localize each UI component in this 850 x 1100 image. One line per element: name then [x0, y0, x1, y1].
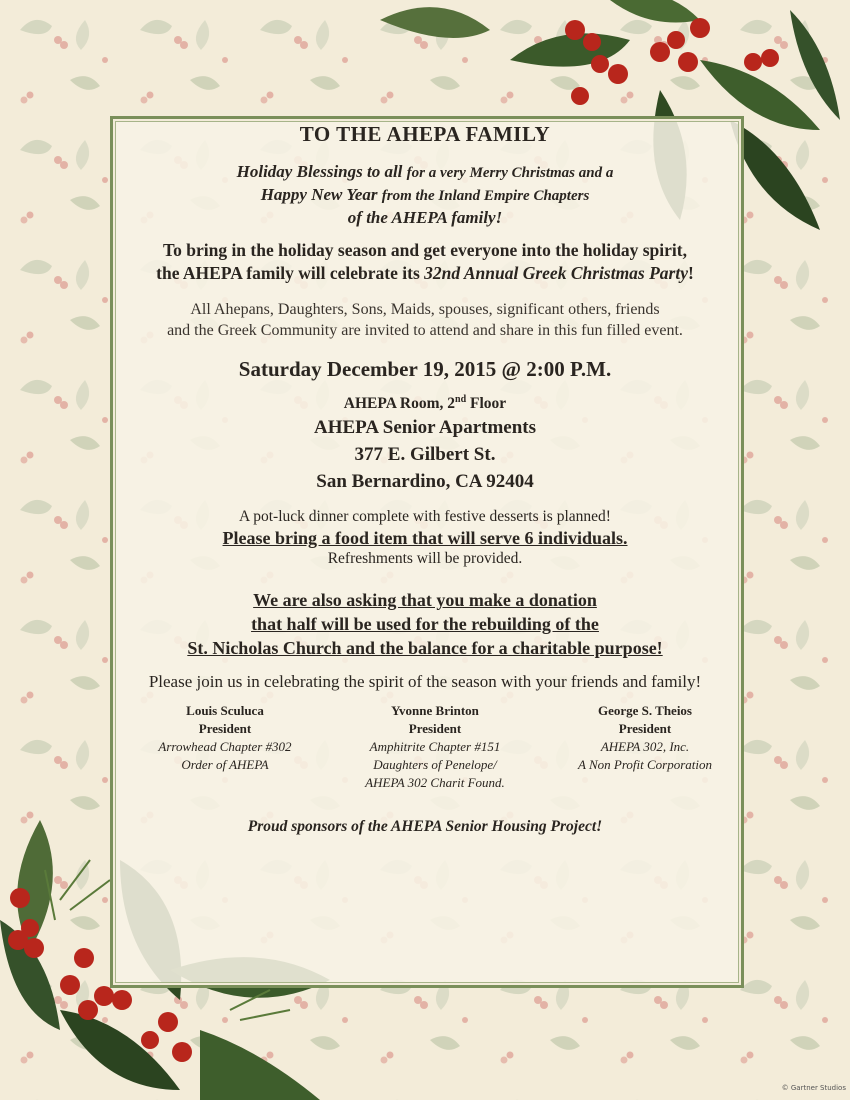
invite-paragraph — [80, 299, 770, 341]
venue-room-b: Floor — [466, 395, 507, 413]
officer-org: Order of AHEPA — [181, 757, 269, 773]
officer-block — [125, 702, 325, 792]
officer-org: Amphitrite Chapter #151 — [369, 739, 501, 755]
new-year-lead: Happy New Year — [260, 185, 378, 204]
donation-line-1: We are also asking that you make a donation — [253, 590, 597, 611]
blessing-line-2 — [80, 184, 770, 207]
bring-food-note: Please bring a food item that will serve 6 individuals. — [222, 528, 628, 549]
officer-title: President — [198, 721, 252, 737]
venue-room-a: AHEPA Room, 2 — [343, 395, 456, 413]
join-us-line: Please join us in celebrating the spirit of the season with your friends and family! — [148, 672, 702, 692]
officer-title: President — [408, 721, 462, 737]
blessing-line-3: of the AHEPA family! — [347, 208, 503, 227]
page-title: TO THE AHEPA FAMILY — [299, 122, 551, 146]
officer-name: Yvonne Brinton — [391, 703, 479, 719]
officer-org: AHEPA 302 Charit Found. — [365, 775, 505, 791]
venue-room — [80, 394, 770, 413]
venue-room-sup: nd — [455, 394, 467, 405]
officer-title: President — [618, 721, 672, 737]
copyright-credit: © Gartner Studios — [781, 1084, 846, 1092]
blessing-rest: for a very Merry Christmas and a — [406, 165, 614, 181]
venue-building: AHEPA Senior Apartments — [313, 417, 537, 439]
refreshments-note: Refreshments will be provided. — [327, 550, 523, 568]
flyer-content — [80, 122, 770, 836]
event-date: Saturday December 19, 2015 @ 2:00 P.M. — [238, 357, 612, 381]
blessing-lead: Holiday Blessings to all — [236, 162, 403, 181]
officer-org: Arrowhead Chapter #302 — [158, 739, 292, 755]
invite-line-1: All Ahepans, Daughters, Sons, Maids, spouses, significant others, friends — [190, 301, 660, 318]
donation-line-3: St. Nicholas Church and the balance for a charitable purpose! — [187, 638, 663, 659]
invite-line-2: and the Greek Community are invited to attend and share in this fun filled event. — [167, 322, 683, 339]
officer-org: A Non Profit Corporation — [578, 757, 712, 773]
intro-paragraph — [80, 239, 770, 285]
intro-line-1: To bring in the holiday season and get everyone into the holiday spirit, — [163, 240, 687, 260]
officer-block — [545, 702, 745, 792]
venue-city: San Bernardino, CA 92404 — [316, 471, 534, 493]
new-year-rest: from the Inland Empire Chapters — [381, 188, 590, 204]
officer-org: Daughters of Penelope/ — [373, 757, 497, 773]
officer-org: AHEPA 302, Inc. — [600, 739, 690, 755]
potluck-note: A pot-luck dinner complete with festive desserts is planned! — [239, 508, 611, 526]
blessing-line-1 — [80, 161, 770, 184]
intro-line-2a: the AHEPA family will celebrate its — [156, 263, 425, 283]
donation-line-2: that half will be used for the rebuilding of the — [251, 614, 599, 635]
party-name: 32nd Annual Greek Christmas Party — [424, 263, 688, 283]
donation-request — [80, 588, 770, 660]
officer-name: George S. Theios — [597, 703, 692, 719]
intro-line-2c: ! — [688, 263, 694, 283]
officer-block — [335, 702, 535, 792]
sponsors-line: Proud sponsors of the AHEPA Senior Housing Project! — [247, 818, 603, 836]
venue-street: 377 E. Gilbert St. — [354, 444, 496, 466]
officers-signatures — [105, 702, 745, 792]
officer-name: Louis Sculuca — [186, 703, 264, 719]
